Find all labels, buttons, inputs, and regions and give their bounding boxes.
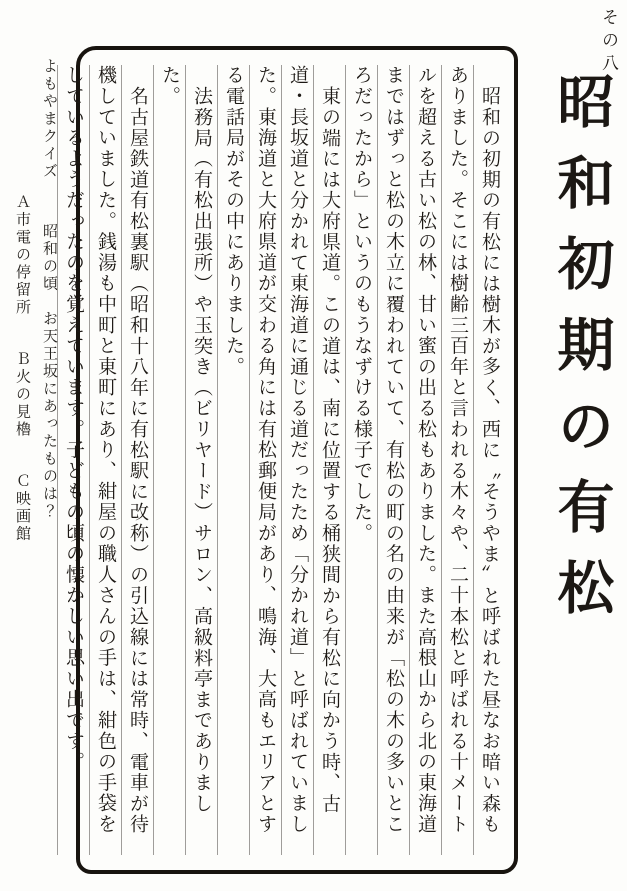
part-label: その八 <box>599 8 618 77</box>
paragraph: 東の端には大府県道。この道は、南に位置する桶狭間から有松に向かう時、古道・長坂道と分かれて東海道に通じる道だったため「分かれ道」と呼ばれていました。東海道と大府県道が交わる角には有松郵便局があり、鳴海、大高もエリアとする電話局がその中にありました。 <box>223 65 340 835</box>
quiz-heading: よもやまクイズ <box>41 58 57 181</box>
article-body <box>57 65 505 855</box>
quiz-line <box>35 58 62 878</box>
article-frame <box>63 46 518 874</box>
paragraph: 名古屋鉄道有松裏駅（昭和十八年に有松駅に改称）の引込線には常時、電車が待機していました。銭湯も中町と東町にあり、紺屋の職人さんの手は、紺色の手袋をしているようだったのを覚えています。子どもの頃の懐かしい思い出です。 <box>63 65 148 835</box>
paragraph: 昭和の初期の有松には樹木が多く、西に〝そうやま〟と呼ばれた昼なお暗い森もありました。そこには樹齢三百年と言われる木々や、二十本松と呼ばれる十メートルを超える古い松の林、甘い蜜の出る松もありました。また高根山から北の東海道まではずっと松の木立に覆われていて、有松の町の名の由来が「松の木の多いところだったから」というのもうなずける様子でした。 <box>351 65 500 835</box>
quiz-question: 昭和の頃 お天王坂にあったものは？ <box>41 222 57 521</box>
quiz-options <box>8 58 35 878</box>
quiz-section <box>8 58 62 878</box>
quiz-option-b: Ｂ火の見櫓 <box>14 350 30 439</box>
quiz-option-a: Ａ市電の停留所 <box>14 194 30 317</box>
paragraph: 法務局（有松出張所）や玉突き（ビリヤード）サロン、高級料亭までありました。 <box>159 65 212 814</box>
page-title: 昭和初期の有松 <box>549 72 612 639</box>
quiz-option-c: Ｃ映画館 <box>14 472 30 543</box>
